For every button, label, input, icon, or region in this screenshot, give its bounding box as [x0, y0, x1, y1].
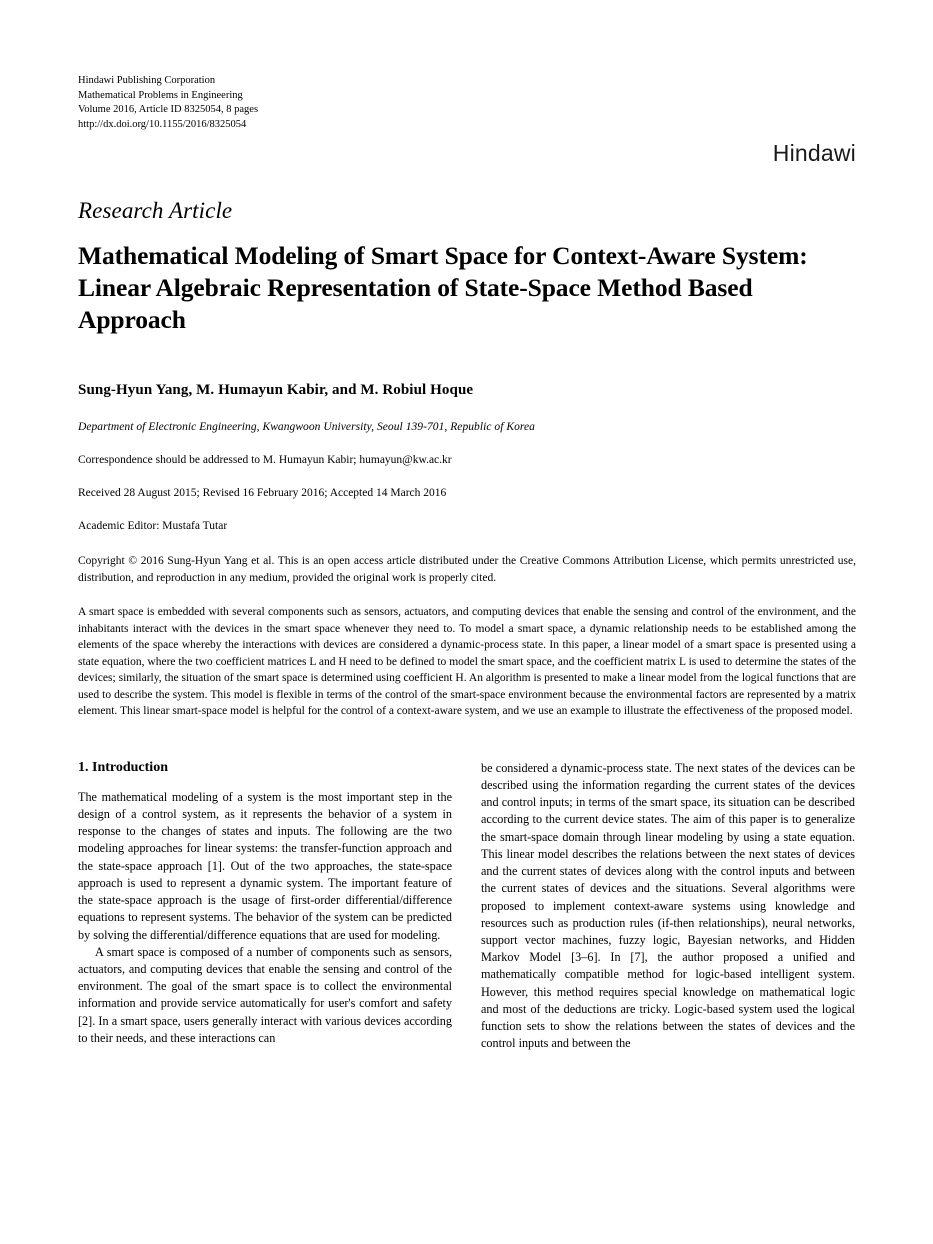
academic-editor: Academic Editor: Mustafa Tutar [78, 520, 228, 533]
page-content [78, 74, 856, 1052]
column-right [481, 760, 855, 1052]
masthead-journal: Mathematical Problems in Engineering [78, 89, 243, 101]
affiliation: Department of Electronic Engineering, Kwangwoon University, Seoul 139-701, Republic of Korea [78, 421, 535, 434]
abstract: A smart space is embedded with several components such as sensors, actuators, and computing devices that enable the sensing and control of the environment, and the inhabitants interact with the devices in the smart space whenever they need to. To model a smart space, a dynamic relationship needs to be established among the elements of the space whereby the interactions with devices are considered a dynamic-process state. In this paper, a linear model of a smart space is presented using a state equation, where the two coefficient matrices L and H need to be defined to model the smart space, and the coefficient matrix L is used to determine the states of the devices; similarly, the situation of the smart space is determined using coefficient H. An algorithm is presented to make a linear model from the logical functions that are used to describe the system. This model is flexible in terms of the control of the smart-space environment because the environmental factors are represented by a matrix element. This linear smart-space model is helpful for the control of a context-aware system, and we use an example to illustrate the effectiveness of the proposed model. [78, 606, 856, 718]
article-type: Research Article [78, 198, 233, 224]
body-columns [78, 760, 856, 1052]
page-title: Mathematical Modeling of Smart Space for Context-Aware System: Linear Algebraic Representation of State-Space Method Based Approach [78, 241, 808, 335]
section-heading-introduction: 1. Introduction [78, 759, 168, 775]
correspondence: Correspondence should be addressed to M. Humayun Kabir; humayun@kw.ac.kr [78, 454, 452, 467]
publisher-logo: Hindawi [772, 140, 856, 166]
masthead-doi: http://dx.doi.org/10.1155/2016/8325054 [78, 118, 247, 130]
masthead [78, 74, 856, 132]
copyright-notice: Copyright © 2016 Sung-Hyun Yang et al. This is an open access article distributed under the Creative Commons Attribution License, which permits unrestricted use, distribution, and reproduction in any medium, provided the original work is properly cited. [78, 555, 856, 584]
masthead-publisher: Hindawi Publishing Corporation [78, 75, 216, 86]
paragraph: A smart space is composed of a number of components such as sensors, actuators, and computing devices that enable the sensing and control of the environment. The goal of the smart space is to collect the environmental information and provide service automatically for user's comfort and safety [2]. In a smart space, users generally interact with various devices according to their needs, and these interactions can [78, 944, 452, 1045]
masthead-volume: Volume 2016, Article ID 8325054, 8 pages [78, 104, 259, 116]
paragraph: be considered a dynamic-process state. The next states of the devices can be described using the information regarding the current states of the devices and control inputs; in terms of the smart space, its situation can be described according to the current device states. The aim of this paper is to generalize the smart-space domain through linear modeling by using a state equation. This linear model describes the relations between the next states of devices and the current states of devices along with the control inputs and between the current states of devices and the situations. Several algorithms were proposed to implement context-aware systems using knowledge and resources such as production rules (if-then relationships), neural networks, support vector machines, fuzzy logic, Bayesian networks, and Hidden Markov Model [3–6]. In [7], the author proposed a unified and mathematically compatible method for logic-based intelligent system. However, this method requires special knowledge on mathematical logic and most of the deductions are tricky. Logic-based system used the logical function sets to show the relations between the states of devices and the control inputs and between the [481, 760, 855, 1051]
paragraph: The mathematical modeling of a system is the most important step in the design of a control system, as it represents the behavior of a system in response to the changes of states and inputs. The following are the two modeling approaches for linear systems: the transfer-function approach and the state-space approach [1]. Out of the two approaches, the state-space approach is used to represent a dynamic system. The important feature of the state-space approach is the usage of first-order differential/difference equations to represent systems. The behavior of the system can be predicted by solving the differential/difference equations that are used for modeling. [78, 789, 452, 942]
author-list: Sung-Hyun Yang, M. Humayun Kabir, and M. Robiul Hoque [78, 382, 474, 399]
column-left [78, 760, 452, 1052]
submission-dates: Received 28 August 2015; Revised 16 February 2016; Accepted 14 March 2016 [78, 487, 447, 500]
